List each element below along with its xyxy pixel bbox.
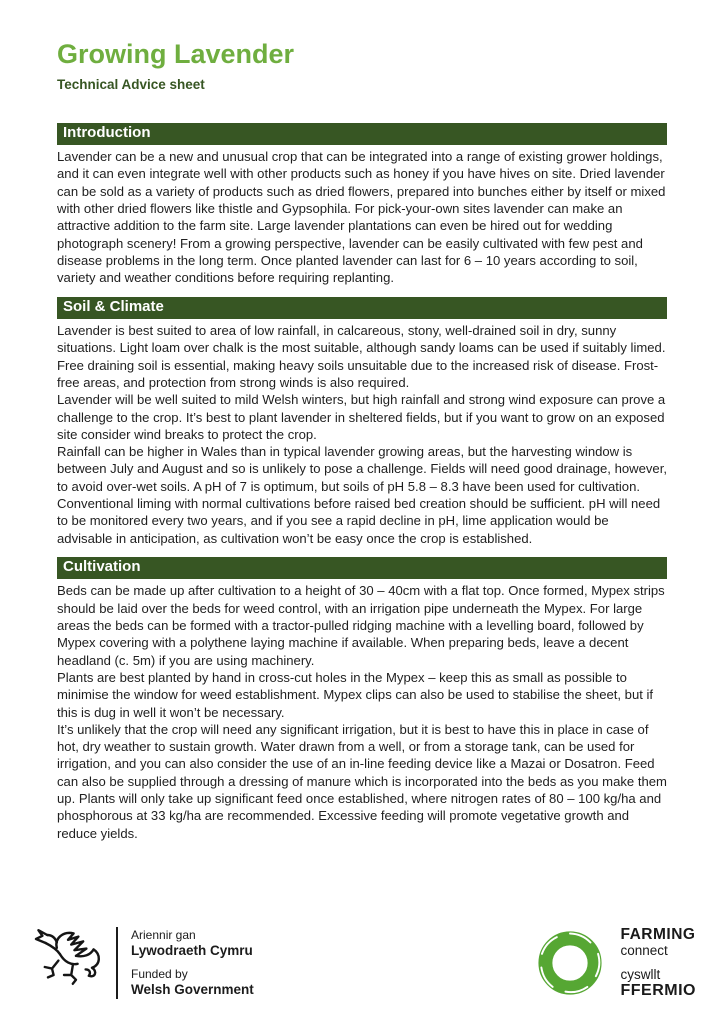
paragraph-soil-climate-3: Rainfall can be higher in Wales than in typical lavender growing areas, but the harvesting window is between July and August and so is unlikely to pose a challenge. Fields will need good drainage, however, to avoid over-wet soils. A pH of 7 is optimum, but soils of pH 5.8 – 8.3 have been used for cultivation. Conventional liming with normal cultivations before raised bed creation should be sufficient. pH will need to be monitored every two years, and if you see a rapid decline in pH, lime application would be advisable in anticipation, as cultivation won’t be easy once the crop is established.: [57, 444, 667, 546]
wg-welsh-government: Welsh Government: [131, 982, 254, 997]
section-cultivation: [57, 557, 667, 842]
fc-cyswllt: cyswllt: [620, 967, 661, 982]
farming-connect-text: [621, 926, 697, 1000]
paragraph-cultivation-1: Beds can be made up after cultivation to a height of 30 – 40cm with a flat top. Once formed, Mypex strips should be laid over the beds for weed control, with an irrigation pipe underneath the Mypex. For large areas the beds can be formed with a tractor-pulled ridging machine with a levelling board, followed by Mypex covering with a polythene laying machine if available. When preparing beds, leave a decent headland (c. 5m) if you are using machinery.: [57, 583, 665, 668]
fc-connect: connect: [620, 943, 668, 958]
welsh-government-text: [131, 928, 254, 998]
farming-connect-logo: [529, 922, 697, 1004]
section-heading-cultivation: Cultivation: [57, 557, 667, 580]
wg-funded-by: Funded by: [131, 967, 188, 981]
paragraph-soil-climate-1: Lavender is best suited to area of low rainfall, in calcareous, stony, well-drained soil in dry, sunny situations. Light loam over chalk is the most suitable, although sandy loams can be used if suitably limed. Free draining soil is essential, making heavy soils unsuitable due to the increased risk of disease. Frost-free areas, and protection from strong winds is also required.: [57, 323, 666, 390]
section-soil-climate: [57, 297, 667, 547]
fc-ffermio: FFERMIO: [620, 982, 696, 999]
welsh-dragon-icon: [28, 925, 108, 1001]
wg-ariennir-gan: Ariennir gan: [131, 928, 196, 942]
fc-farming: FARMING: [620, 926, 696, 943]
footer: [28, 922, 696, 1004]
logo-divider: [116, 927, 118, 999]
page-title: Growing Lavender: [57, 39, 295, 69]
paragraph-introduction-1: Lavender can be a new and unusual crop that can be integrated into a range of existing grower holdings, and it can even integrate well with other products such as honey if you have hives on site. Dried lavender can be sold as a variety of products such as dried flowers, prepared into bunches either by itself or mixed with other dried flowers like thistle and Gypsophila. For pick-your-own sites lavender can make an attractive addition to the farm site. Large lavender plantations can even be hired out for wedding photograph scenery! From a growing perspective, lavender can be easily cultivated with few pest and disease problems in the long term. Once planted lavender can last for 6 – 10 years according to soil, variety and weather conditions before requiring replanting.: [57, 149, 666, 286]
welsh-government-logo: [28, 925, 254, 1001]
section-introduction: [57, 123, 667, 287]
page-subtitle: Technical Advice sheet: [57, 76, 205, 92]
paragraph-cultivation-3: It’s unlikely that the crop will need any significant irrigation, but it is best to have this in place in case of hot, dry weather to sustain growth. Water drawn from a well, or from a storage tank, can be used for irrigation, and you can also consider the use of an in-line feeding device like a Mazai or Dosatron. Feed can also be supplied through a dressing of manure which is incorporated into the beds as you make them up. Plants will only take up significant feed once established, where nitrogen rates of 80 – 100 kg/ha and phosphorous at 33 kg/ha are recommended. Excessive feeding will promote vegetative growth and reduce yields.: [57, 721, 667, 841]
paragraph-cultivation-2: Plants are best planted by hand in cross-cut holes in the Mypex – keep this as small as possible to minimise the window for weed establishment. Mypex clips can also be used to stabilise the sheet, but if this is dug in well it won’t be necessary.: [57, 669, 654, 720]
section-heading-soil-climate: Soil & Climate: [57, 297, 667, 320]
paragraph-soil-climate-2: Lavender will be well suited to mild Welsh winters, but high rainfall and strong wind exposure can prove a challenge to the crop. It’s best to plant lavender in sheltered fields, but if you want to grow on an exposed site consider wind breaks to protect the crop.: [57, 392, 666, 442]
sections-container: [57, 123, 667, 842]
farming-connect-ring-icon: [529, 922, 611, 1004]
section-heading-introduction: Introduction: [57, 123, 667, 146]
wg-lywodraeth-cymru: Lywodraeth Cymru: [131, 943, 253, 958]
